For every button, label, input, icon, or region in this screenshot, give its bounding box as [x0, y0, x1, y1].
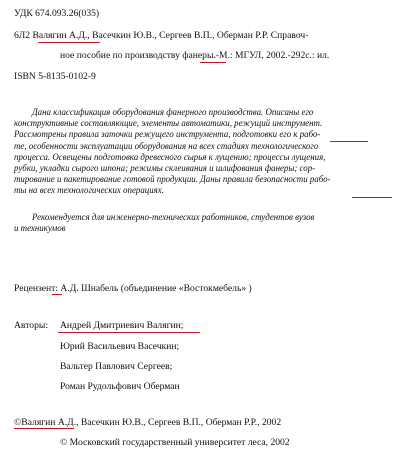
copyright-authors: ©Валягин А.Д., Васечкин Ю.В., Сергеев В.П., Оберман Р.Р., 2002 — [14, 417, 282, 428]
copyright-university: © Московский государственный университет леса, 2002 — [60, 437, 290, 448]
reviewer-line: Рецензент: А.Д. Шнабель (объединение «Востокмебель» ) — [14, 283, 252, 294]
annotation-line: те, особенности эксплуатации оборудования на всех стадиях технологического — [14, 140, 319, 151]
ink-underline-annot-wrap-2 — [352, 197, 392, 198]
annotation-line: Рассмотрены правила заточки режущего инструмента, подготовки его к рабо- — [14, 129, 321, 140]
annotation-line: ты на всех технологических операциях. — [14, 185, 164, 196]
annotation-line: конструктивные составляющие, элементы автоматики, режущий инструмент. — [14, 118, 323, 129]
annotation-line: рубки, укладки сырого шпона; режимы склеивания и шлифования фанеры; сор- — [14, 163, 316, 174]
recommendation-line: и техникумов — [14, 223, 66, 234]
ink-underline-annot-wrap — [330, 141, 368, 142]
bibliographic-line-2: ное пособие по производству фанеры.-М.: МГУЛ, 2002.-292с.: ил. — [60, 50, 330, 61]
author-name: Роман Рудольфович Оберман — [60, 381, 180, 392]
annotation-line: Дана классификация оборудования фанерного производства. Описаны его — [32, 107, 314, 117]
ink-underline-author-1 — [58, 332, 200, 333]
author-name: Андрей Дмитриевич Валягин; — [60, 320, 184, 331]
udk-code: УДК 674.093.26(035) — [14, 8, 100, 19]
recommendation-paragraph — [14, 212, 399, 234]
ink-underline-bib-author — [38, 42, 100, 43]
isbn-number: ISBN 5-8135-0102-9 — [14, 71, 96, 82]
author-name: Вальтер Павлович Сергеев; — [60, 361, 173, 372]
annotation-line: процесса. Освещены подготовка древесного сырья к лущению; процессы лущения, — [14, 151, 326, 162]
annotation-line: тирование и пакетирование готовой продукции. Даны правила безопасности рабо- — [14, 174, 331, 185]
author-name: Юрий Васильевич Васечкин; — [60, 341, 180, 352]
authors-label: Авторы: — [14, 320, 48, 331]
ink-underline-bib-publisher — [200, 62, 226, 63]
ink-underline-copyright — [14, 428, 74, 429]
annotation-paragraph — [14, 107, 399, 197]
ink-underline-reviewer — [52, 294, 62, 295]
bibliographic-line-1: 6Л2 Валягин А.Д., Васечкин Ю.В., Сергеев В.П., Оберман Р.Р. Справоч- — [14, 30, 309, 41]
recommendation-line: Рекомендуется для инженерно-технических работников, студентов вузов — [32, 212, 315, 222]
